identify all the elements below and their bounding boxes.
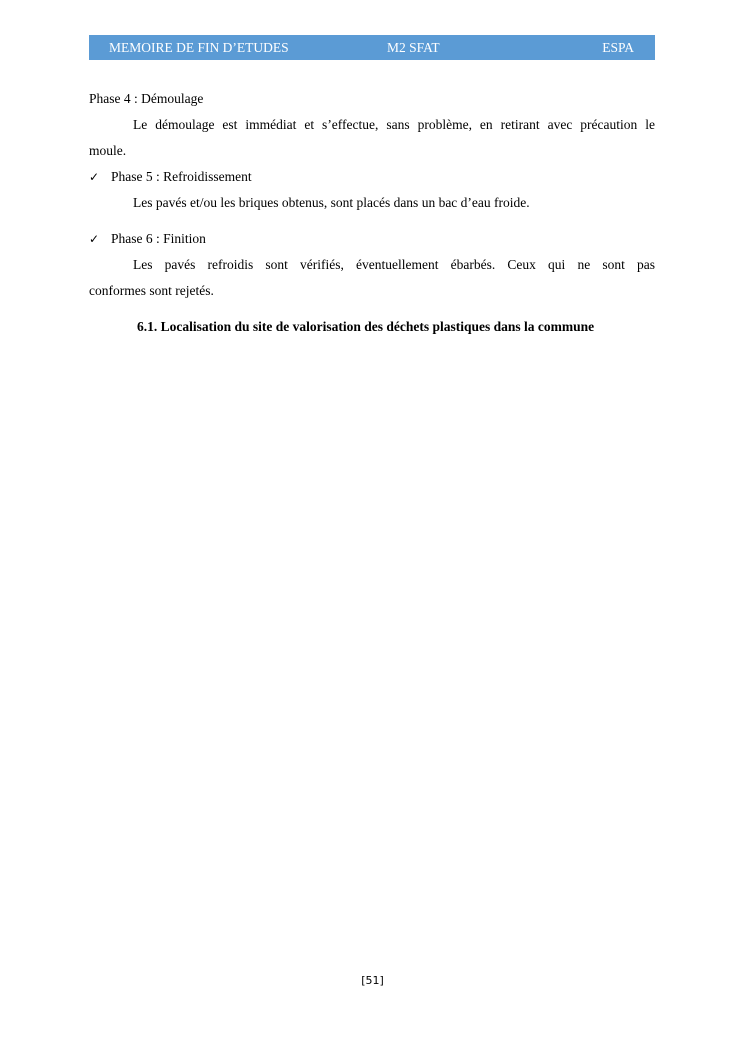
document-body (89, 86, 655, 340)
phase6-paragraph-line2: conformes sont rejetés. (89, 283, 214, 298)
phase6-paragraph-line1: Les pavés refroidis sont vérifiés, éventuellement ébarbés. Ceux qui ne sont pas (133, 257, 655, 272)
page-number: [51] (361, 974, 384, 987)
phase5-title: Phase 5 : Refroidissement (111, 169, 252, 184)
spacer (89, 216, 655, 226)
checkmark-icon: ✓ (89, 232, 100, 246)
phase4-title: Phase 4 : Démoulage (89, 91, 204, 106)
phase5-item (89, 164, 655, 190)
section-heading: 6.1. Localisation du site de valorisation des déchets plastiques dans la commune (137, 319, 595, 334)
header-program: M2 SFAT (387, 40, 440, 55)
header-school: ESPA (602, 40, 634, 55)
phase5-paragraph: Les pavés et/ou les briques obtenus, sont placés dans un bac d’eau froide. (133, 195, 530, 210)
phase4-paragraph-line2: moule. (89, 143, 127, 158)
phase4-paragraph-line1: Le démoulage est immédiat et s’effectue, sans problème, en retirant avec précaution le (133, 117, 655, 132)
checkmark-icon: ✓ (89, 170, 100, 184)
phase6-item (89, 226, 655, 252)
header-document-type: MEMOIRE DE FIN D’ETUDES (109, 40, 289, 55)
page-header (89, 35, 655, 60)
phase6-title: Phase 6 : Finition (111, 231, 206, 246)
